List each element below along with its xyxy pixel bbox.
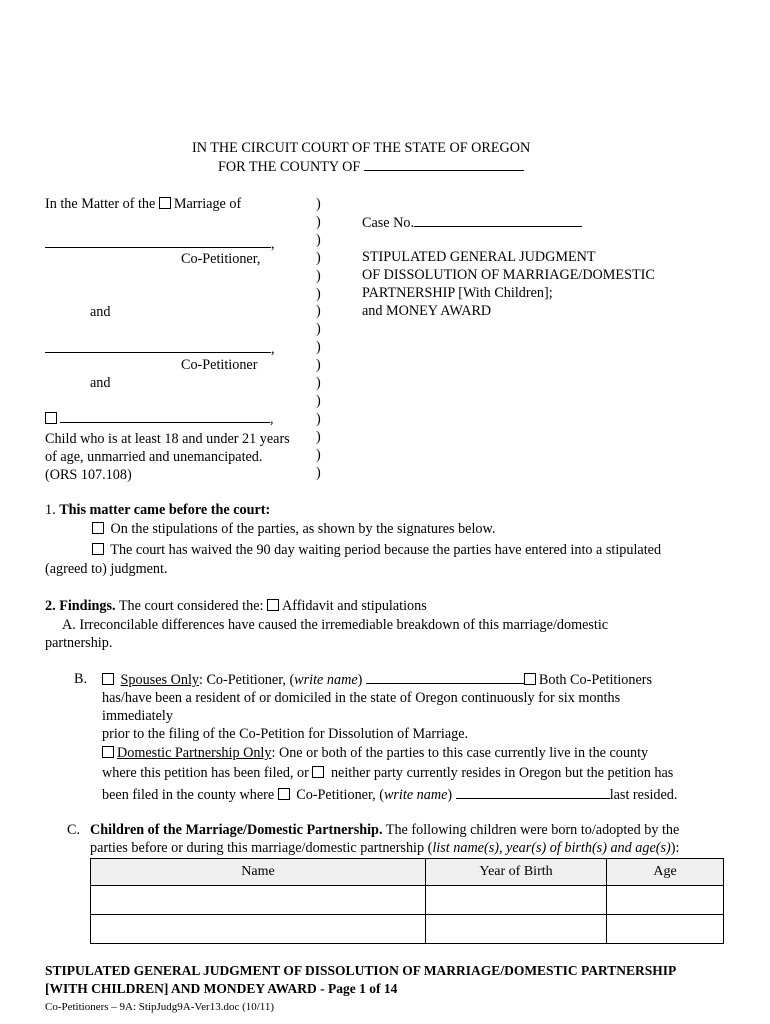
findings-title: 2. Findings. <box>45 598 116 614</box>
c-line2-hint: list name(s), year(s) of birth(s) and age(s) <box>432 840 671 856</box>
section1-option2 <box>92 542 661 559</box>
copetitioner1-name-field[interactable] <box>45 235 271 248</box>
and-1: and <box>90 304 111 320</box>
dp-line3-a: been filed in the county where <box>102 787 275 803</box>
domestic-partnership-label: Domestic Partnership Only <box>117 745 272 761</box>
waived-period-checkbox[interactable] <box>92 543 104 555</box>
finding-b-close: ) <box>357 672 363 688</box>
court-heading: IN THE CIRCUIT COURT OF THE STATE OF OREGON <box>192 140 531 156</box>
affidavit-text: Affidavit and stipulations <box>282 598 427 614</box>
children-heading: Children of the Marriage/Domestic Partnership. <box>90 822 383 838</box>
copetitioner2-name-field[interactable] <box>45 340 271 353</box>
copetitioner2-name-line: , <box>45 340 275 358</box>
child-name-field[interactable] <box>60 410 270 423</box>
section2-heading <box>45 598 427 615</box>
case-no-field[interactable] <box>414 214 582 227</box>
spouses-only-checkbox[interactable] <box>102 673 114 685</box>
spouses-only-label: Spouses Only <box>120 672 199 688</box>
copetitioner1-label: Co-Petitioner, <box>181 251 261 267</box>
finding-b-line3: immediately <box>102 708 173 724</box>
finding-a-text: A. Irreconcilable differences have caused the irremediable breakdown of this marriage/domestic <box>62 617 609 633</box>
domestic-partnership-line2 <box>102 765 673 782</box>
finding-c-line1 <box>90 822 679 839</box>
children-intro: The following children were born to/adopted by the <box>385 822 680 838</box>
caption-paren: ) <box>316 375 321 391</box>
finding-c-label: C. <box>67 822 81 838</box>
dp-line2-b: neither party currently resides in Oregon but the petition has <box>330 765 674 781</box>
finding-a-line1 <box>45 617 608 634</box>
footer-title-2: [WITH CHILDREN] AND MONDEY AWARD - Page 1 of 14 <box>45 981 398 996</box>
dp-write-name-hint: write name <box>383 787 448 803</box>
caption-paren: ) <box>316 392 321 409</box>
finding-a-line2: partnership. <box>45 635 113 651</box>
finding-b-line2: has/have been a resident of or domiciled in the state of Oregon continuously for six months <box>102 690 621 706</box>
affidavit-checkbox[interactable] <box>267 599 279 611</box>
caption-paren: ) <box>316 249 321 266</box>
header-name: Name <box>91 859 426 886</box>
case-title-4: and MONEY AWARD <box>362 303 492 319</box>
c-line2-a: parties before or during this marriage/domestic partnership ( <box>90 840 433 856</box>
write-name-hint: write name <box>294 672 358 688</box>
header-age: Age <box>607 859 724 886</box>
both-copetitioners-label: Both Co-Petitioners <box>538 672 653 688</box>
footer-version: Co-Petitioners – 9A: StipJudg9A-Ver13.doc (10/11) <box>45 1001 275 1013</box>
child-name-cell[interactable] <box>91 915 426 944</box>
last-resided-name-field[interactable] <box>456 786 610 799</box>
case-no-label: Case No. <box>362 215 415 231</box>
table-row <box>91 915 724 944</box>
finding-b-label: B. <box>74 671 88 687</box>
caption-paren: ) <box>316 357 321 374</box>
neither-party-checkbox[interactable] <box>312 766 324 778</box>
matter-prefix: In the Matter of the <box>45 196 156 212</box>
domestic-partnership-line3 <box>102 786 677 804</box>
case-title-1: STIPULATED GENERAL JUDGMENT <box>362 249 596 265</box>
section1-option2-cont: (agreed to) judgment. <box>45 561 168 577</box>
finding-b-line4: prior to the filing of the Co-Petition for Dissolution of Marriage. <box>102 726 469 742</box>
case-title-2: OF DISSOLUTION OF MARRIAGE/DOMESTIC <box>362 267 655 283</box>
footer-title-1: STIPULATED GENERAL JUDGMENT OF DISSOLUTION OF MARRIAGE/DOMESTIC PARTNERSHIP <box>45 963 677 978</box>
stipulations-checkbox[interactable] <box>92 522 104 534</box>
child-checkbox[interactable] <box>45 412 57 424</box>
caption-paren: ) <box>316 231 321 248</box>
case-title-3: PARTNERSHIP [With Children]; <box>362 285 553 301</box>
last-resided-checkbox[interactable] <box>278 788 290 800</box>
domestic-partnership-checkbox[interactable] <box>102 746 114 758</box>
child-birth-year-cell[interactable] <box>426 915 607 944</box>
caption-paren: ) <box>316 428 321 445</box>
caption-paren: ) <box>316 303 321 320</box>
caption-paren: ) <box>316 285 321 302</box>
matter-line <box>45 196 241 213</box>
table-row <box>91 886 724 915</box>
section1-option1-text: On the stipulations of the parties, as shown by the signatures below. <box>110 521 496 537</box>
header-year-of-birth: Year of Birth <box>426 859 607 886</box>
marriage-checkbox[interactable] <box>159 197 171 209</box>
finding-b-line1 <box>102 671 652 689</box>
caption-paren: ) <box>316 464 321 481</box>
domestic-partnership-line1 <box>102 745 648 762</box>
section1-option1 <box>92 521 495 538</box>
finding-b-copet: : Co-Petitioner, ( <box>198 672 295 688</box>
c-line2-close: ): <box>670 840 680 856</box>
caption-paren: ) <box>316 321 321 338</box>
caption-paren: ) <box>316 339 321 356</box>
dp-line3-b: Co-Petitioner, ( <box>296 787 384 803</box>
matter-suffix: Marriage of <box>173 196 242 212</box>
dp-line2-a: where this petition has been filed, or <box>102 765 309 781</box>
caption-paren: ) <box>316 410 321 427</box>
considered-text: The court considered the: <box>118 598 264 614</box>
both-copetitioners-checkbox[interactable] <box>524 673 536 685</box>
child-name-cell[interactable] <box>91 886 426 915</box>
child-line-3: (ORS 107.108) <box>45 467 132 483</box>
children-table-header <box>91 859 724 886</box>
section1-number: 1. <box>45 502 56 518</box>
copetitioner1-name-line: , <box>45 235 275 253</box>
children-table <box>90 858 724 944</box>
resident-name-field[interactable] <box>366 671 524 684</box>
child-age-cell[interactable] <box>607 886 724 915</box>
caption-paren: ) <box>316 446 321 463</box>
and-2: and <box>90 375 111 391</box>
section1-title: This matter came before the court: <box>59 502 271 518</box>
section1-option2-text: The court has waived the 90 day waiting period because the parties have entered into a stipulated <box>110 542 662 558</box>
child-name-line: , <box>45 410 274 428</box>
section1-heading <box>45 502 270 519</box>
county-field[interactable] <box>364 158 524 171</box>
child-birth-year-cell[interactable] <box>426 886 607 915</box>
finding-c-line2 <box>90 840 679 857</box>
child-age-cell[interactable] <box>607 915 724 944</box>
dp-line3-e: last resided. <box>609 787 678 803</box>
caption-paren: ) <box>316 213 321 230</box>
child-line-2: of age, unmarried and unemancipated. <box>45 449 263 465</box>
county-label: FOR THE COUNTY OF <box>218 159 361 175</box>
domestic-partnership-text: : One or both of the parties to this case currently live in the county <box>271 745 649 761</box>
caption-paren: ) <box>316 196 321 212</box>
copetitioner2-label: Co-Petitioner <box>181 357 258 373</box>
dp-line3-close: ) <box>447 787 453 803</box>
case-no-line <box>362 214 582 232</box>
caption-paren: ) <box>316 267 321 284</box>
county-line <box>218 158 524 176</box>
child-line-1: Child who is at least 18 and under 21 years <box>45 431 290 447</box>
